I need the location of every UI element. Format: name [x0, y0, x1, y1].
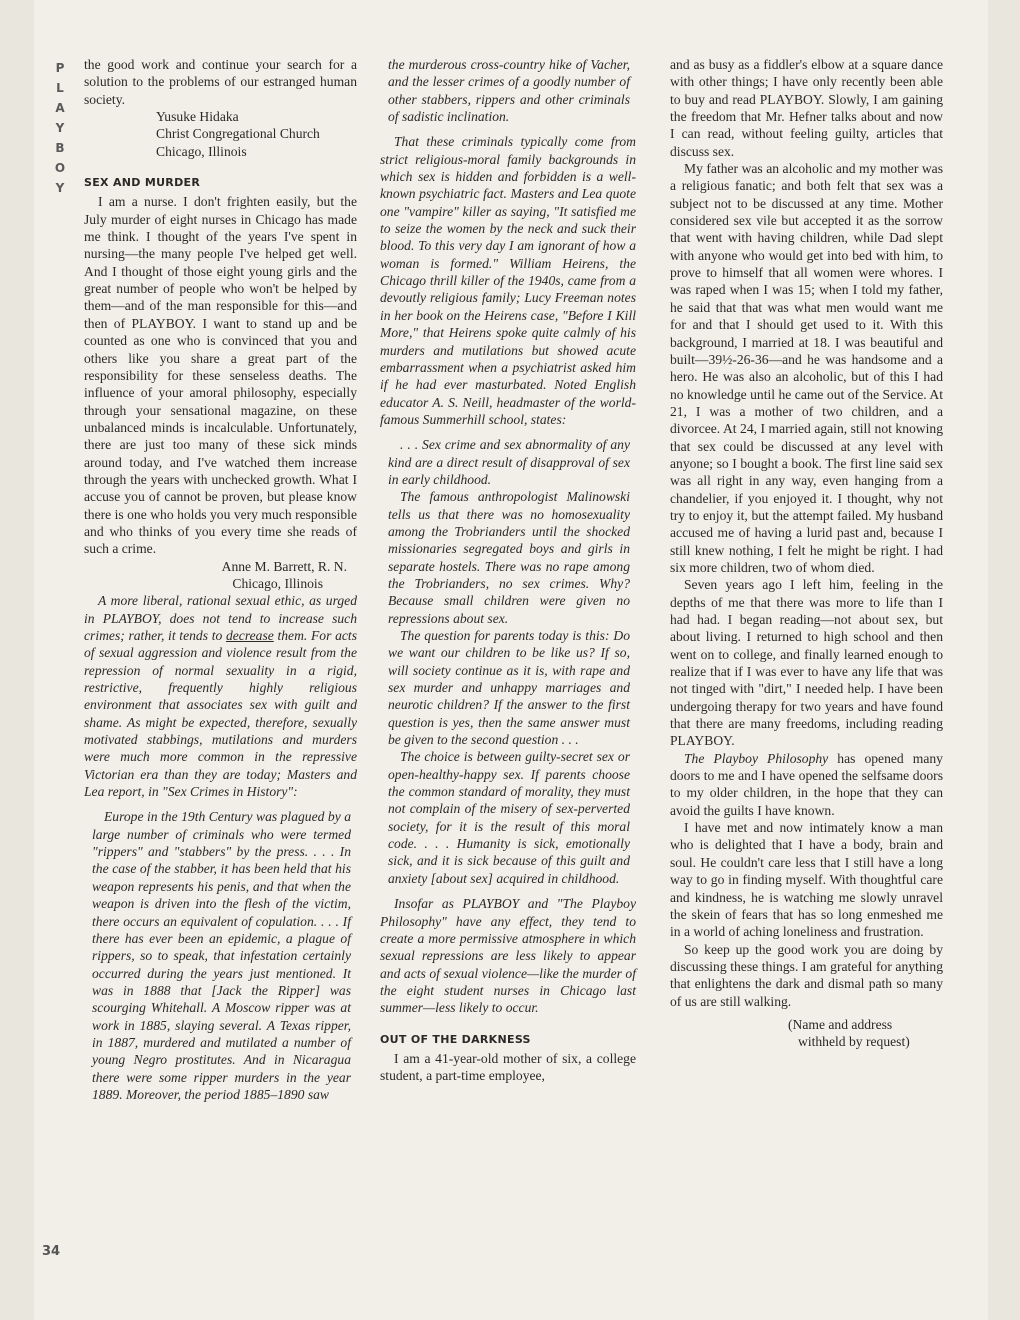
quote-paragraph: The question for parents today is this: Do we want our children to be like us? If so, will society continue as it is, with rape and sex murder and unhappy marriages and neurotic children? If the answer to the first question is yes, then the same answer must be given to the second question . . .: [388, 628, 630, 748]
column-1: [84, 56, 357, 1111]
page-number: 34: [42, 1244, 61, 1259]
signature-line: Yusuke Hidaka: [156, 109, 239, 125]
letter-body: I have met and now intimately know a man who is delighted that I have a body, brain and soul. He couldn't care less that I still have a long way to go in finding myself. With thoughtful care and kindness, he is watching me slowly unravel the skein of fears that has so long enmeshed me in a world of aching loneliness and frustration.: [670, 820, 943, 940]
reply-text: them. For acts of sexual aggression and violence result from the repression of normal sexuality in a rigid, restrictive, frequently highly religious environment that associates sex with guilt and shame. As might be expected, therefore, sexually motivated stabbings, mutilations and murders were much more common in the repressive Victorian era than they are today; Masters and Lea report, in "Sex Crimes in History":: [84, 628, 357, 800]
signature-line: Chicago, Illinois: [156, 143, 247, 159]
quote-paragraph: The famous anthropologist Malinowski tells us that there was no homosexuality among the Trobrianders until the shocked missionaries segregated boys and girls in separate hostels. There was no rape among the Trobrianders, no sex crimes. Why? Because small children were given no repressions about sex.: [388, 489, 630, 626]
letter-body: and as busy as a fiddler's elbow at a square dance with other things; I have only recently been able to buy and read PLAYBOY. Slowly, I am gaining the freedom that Mr. Hefner talks about and now I can read, without feeling guilty, articles that discuss sex.: [670, 57, 943, 159]
quote-text: Europe in the 19th Century was plagued by a large number of criminals who were termed "rippers" and "stabbers" by the press. . . . In the case of the stabber, it has been held that his weapon represents his penis, and that when the weapon is driven into the flesh of the victim, there occurs an equivalent of copulation. . . . If there has ever been an epidemic, a plague of rippers, so to speak, that infestation certainly occurred during the years just mentioned. It was in 1888 that [Jack the Ripper] was scourging Whitehall. A Moscow ripper was at work in 1885, slaying several. A Texas ripper, in 1887, murdered and mutilated a number of young Negro prostitutes. And in Nicaragua there were some ripper murders in the year 1889. Moreover, the period 1885–1890 saw: [92, 809, 351, 1102]
editor-reply: That these criminals typically come from strict religious-moral family backgrounds in which sex is hidden and forbidden is a well-known psychiatric fact. Masters and Lea quote one "vampire" killer as saying, "It satisfied me to seize the women by the neck and suck their blood. To this very day I am ignorant of how a woman is formed." William Heirens, the Chicago thrill killer of the 1940s, came from a devoutly religious family; Lucy Freeman notes in her book on the Heirens case, "Before I Kill More," that Heirens spoke quite calmly of his murders and mutilations but showed acute embarrassment when a psychiatrist asked him if he had ever masturbated. Noted English educator A. S. Neill, headmaster of the world-famous Summerhill school, states:: [380, 134, 636, 427]
letter-body: So keep up the good work you are doing by discussing these things. I am grateful for anything that enlightens the dark and dismal path so many of us are still walking.: [670, 941, 943, 1009]
letter-body: My father was an alcoholic and my mother was a religious fanatic; and both felt that sex was a subject not to be discussed at any time. Mother considered sex vile but accepted it as the sorrow that went with having children, while Dad slept with anyone who would get into bed with him, to prove to himself that all women were whores. I was raped when I was 15; when I told my father, he said that that was what men would want me for and that I should get used to it. With this background, I married at 18. I was beautiful and built—39½-26-36—and he was handsome and a hero. He was also an alcoholic, but of this I had no knowledge until he came out of the Service. At 21, I was a mother of two children, and a divorcee. At 24, I married again, still not knowing that sex could be discussed at any level with anyone; so I bought a book. The first line said sex was all right in any way, even hanging from a chandelier, if you enjoyed it. I thought, why not try to enjoy it, but the attempt failed. My husband accused me of having a lurid past and, because I still knew nothing, I felt he might be right. I had six more children, two of whom died.: [670, 161, 943, 575]
signature-anonymous: [670, 1016, 943, 1051]
letter-body: Seven years ago I left him, feeling in the depths of me that there was more to life than I had had. I began reading—not about sex, but about living. I returned to high school and then went on to college, and finally learned enough to realize that if I was ever to have any life that was not tinged with "dirt," I needed help. I have been undergoing therapy for two years and have found that there are many freedoms, including reading PLAYBOY.: [670, 577, 943, 749]
quote-paragraph: . . . Sex crime and sex abnormality of any kind are a direct result of disapproval of sex in early childhood.: [388, 437, 630, 487]
block-quote-continued: [388, 56, 630, 125]
reply-emphasis: decrease: [225, 628, 274, 643]
letter-body: [670, 750, 943, 819]
title-italic: The Playboy Philosophy: [684, 750, 829, 766]
signature-line: Anne M. Barrett, R. N.: [221, 558, 347, 574]
reply-text: A more liberal, rational sexual ethic, as urged in PLAYBOY, does not tend to increase such crimes; rather, it tends to: [84, 593, 357, 643]
signature-hidaka: [84, 108, 357, 160]
signature-line: Chicago, Illinois: [232, 575, 323, 591]
letter-body: I am a 41-year-old mother of six, a college student, a part-time employee,: [380, 1050, 636, 1084]
letter-body: I am a nurse. I don't frighten easily, but the July murder of eight nurses in Chicago has made me think. I thought of the years I've spent in nursing—the many people I've helped get well. And I thought of those eight young girls and the great number of people who won't be helped by them—and of the man responsible for this—and then of PLAYBOY. I want to stand up and be counted as one who is convinced that you and others like you share a great part of the responsibility for these senseless deaths. The influence of your amoral philosophy, especially through your sensational magazine, on these unbalanced minds is incalculable. Unfortunately, there are just too many of these sick minds around today, and I've watched them increase through the years with unchecked growth. What I accuse you of cannot be proven, but please know there is one who holds you very much responsible and who thinks of you every time she reads of such a crime.: [84, 194, 357, 557]
section-heading: OUT OF THE DARKNESS: [380, 1032, 531, 1046]
signature-line: withheld by request): [798, 1034, 910, 1050]
block-quote-neill: [388, 436, 630, 887]
letter-continuation: the good work and continue your search for a solution to the problems of our estranged human society.: [84, 57, 357, 107]
column-3: [670, 56, 943, 1051]
section-heading: SEX AND MURDER: [84, 176, 201, 190]
editor-reply: Insofar as PLAYBOY and "The Playboy Philosophy" have any effect, they tend to create a more permissive atmosphere in which sexual repressions are less likely to appear and acts of sexual violence—like the murder of the eight student nurses in Chicago last summer—less likely to occur.: [380, 896, 636, 1016]
block-quote: [92, 808, 351, 1103]
letter-text: has opened many doors to me and I have opened the selfsame doors to my older children, in the hope that they can avoid the guilts I have known.: [670, 750, 943, 818]
column-2: [380, 56, 636, 1085]
masthead-vertical: PLAYBOY: [54, 61, 66, 195]
signature-barrett: [84, 558, 357, 593]
quote-text: the murderous cross-country hike of Vacher, and the lesser crimes of a goodly number of other stabbers, rippers and other criminals of sadistic inclination.: [388, 57, 630, 125]
editor-reply: [84, 592, 357, 800]
signature-line: Christ Congregational Church: [156, 126, 320, 142]
quote-paragraph: The choice is between guilty-secret sex or open-healthy-happy sex. If parents choose the common standard of morality, they must not complain of the misery of sex-perverted society, for it is the result of this moral code. . . . Humanity is sick, emotionally sick, and it is sick because of this guilt and anxiety [about sex] acquired in childhood.: [388, 749, 630, 886]
signature-line: (Name and address: [788, 1016, 893, 1032]
